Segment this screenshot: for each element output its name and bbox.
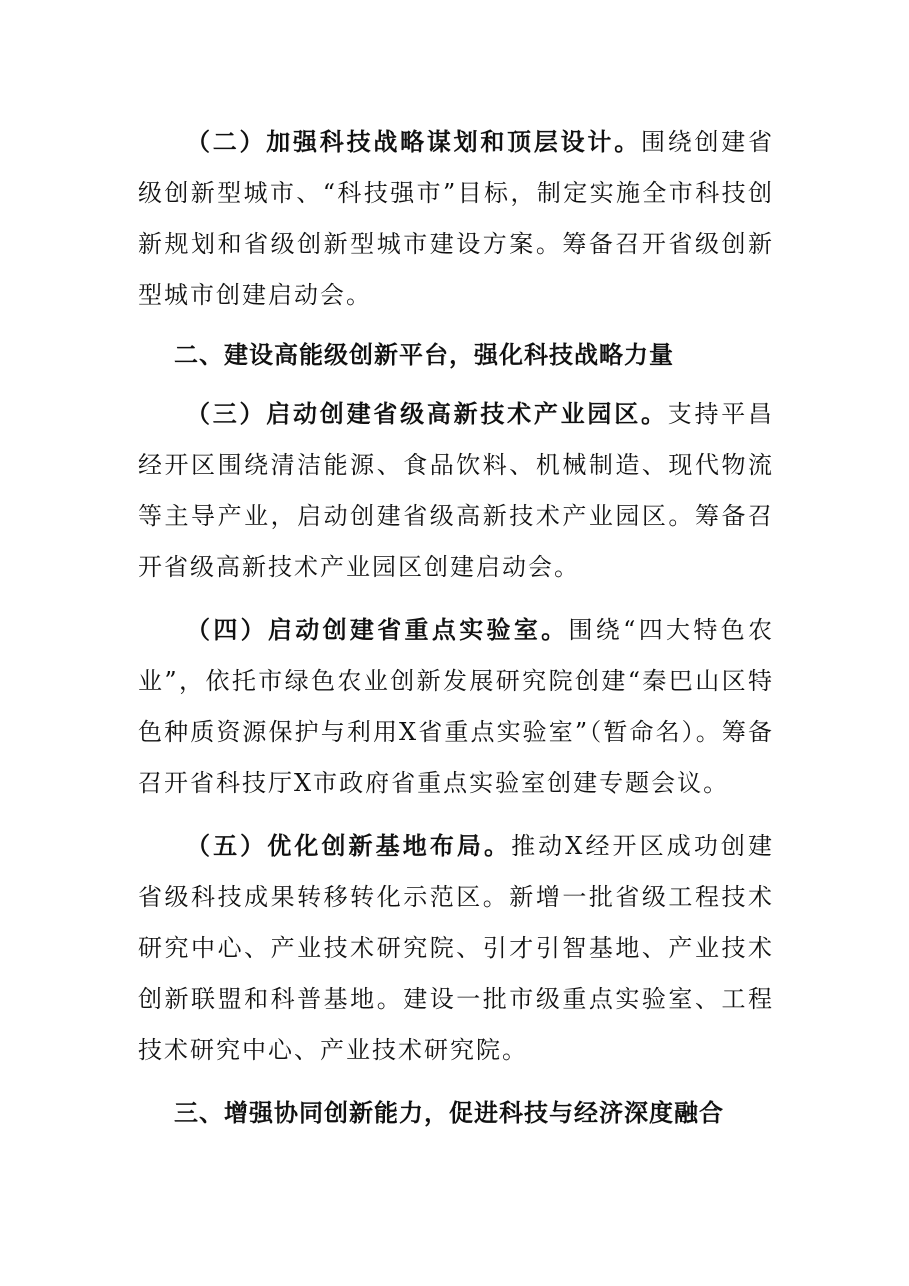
paragraph-text: 围绕创建省级创新型城市、“科技强市”目标，制定实施全市科技创新规划和省级创新型城市建设方案。筹备召开省级创新型城市创建启动会。 [138, 128, 775, 309]
paragraph-text: 围绕“四大特色农业”，依托市绿色农业创新发展研究院创建“秦巴山区特色种质资源保护与利用X省重点实验室”（暂命名）。筹备召开省科技厅X市政府省重点实验室创建专题会议。 [138, 616, 774, 797]
paragraph-3 [138, 388, 774, 593]
paragraph-lead: （四）启动创建省重点实验室。 [186, 615, 569, 644]
paragraph-lead: （五）优化创新基地布局。 [186, 831, 512, 860]
paragraph-text: 推动X经开区成功创建省级科技成果转移转化示范区。新增一批省级工程技术研究中心、产业技术研究院、引才引智基地、产业技术创新联盟和科普基地。建设一批市级重点实验室、工程技术研究中心、产业技术研究院。 [138, 832, 774, 1064]
document-page [138, 116, 774, 1138]
paragraph-lead: （二）加强科技战略谋划和顶层设计。 [186, 127, 641, 156]
paragraph-2 [138, 116, 774, 321]
paragraph-5 [138, 820, 774, 1076]
paragraph-text: 支持平昌经开区围绕清洁能源、食品饮料、机械制造、现代物流等主导产业，启动创建省级高新技术产业园区。筹备召开省级高新技术产业园区创建启动会。 [138, 400, 775, 581]
section-heading-2: 二、建设高能级创新平台，强化科技战略力量 [174, 340, 674, 369]
section-heading-3: 三、增强协同创新能力，促进科技与经济深度融合 [174, 1098, 724, 1127]
paragraph-4 [138, 604, 774, 809]
paragraph-lead: （三）启动创建省级高新技术产业园区。 [186, 399, 668, 428]
